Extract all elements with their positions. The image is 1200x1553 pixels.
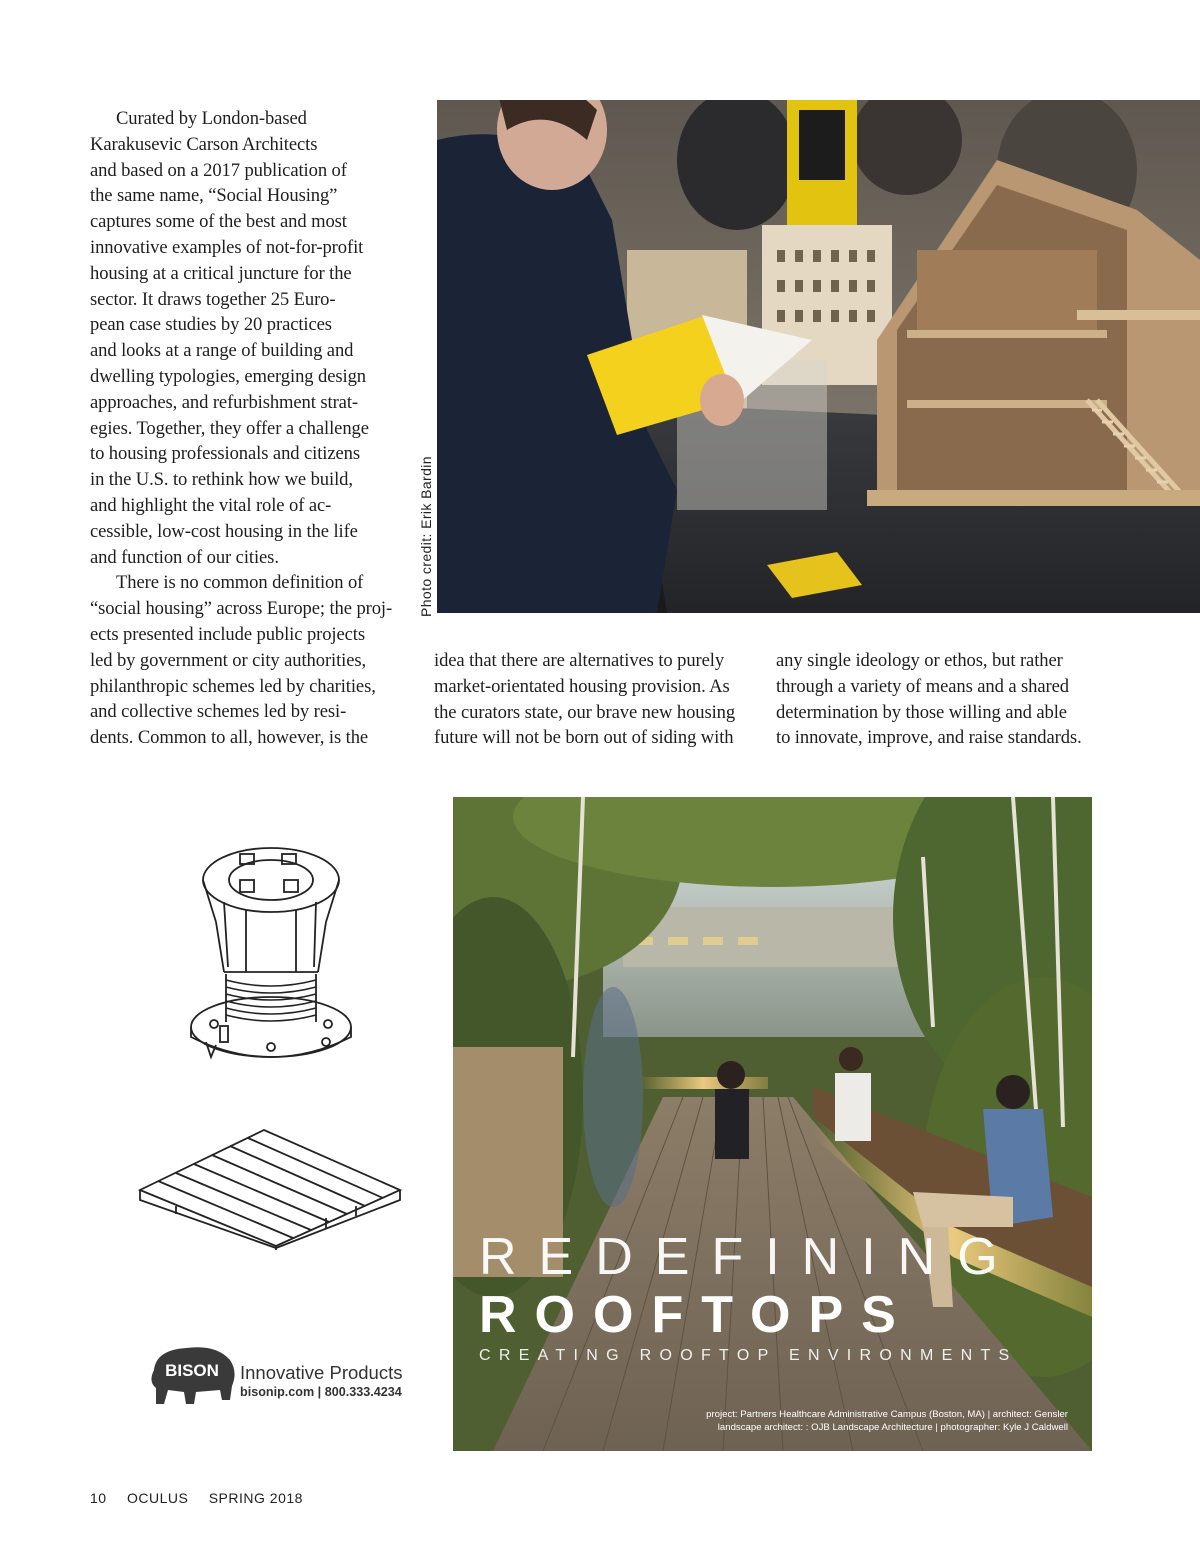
article-column-2 <box>434 648 754 751</box>
article-line: philanthropic schemes led by charities, <box>90 675 376 697</box>
deck-tile-illustration <box>136 1126 404 1250</box>
article-line: the same name, “Social Housing” <box>90 185 338 207</box>
article-line: egies. Together, they offer a challenge <box>90 417 369 439</box>
article-line: future will not be born out of siding with <box>434 727 734 749</box>
article-line: and based on a 2017 publication of <box>90 159 347 181</box>
bison-logo-text: BISON <box>165 1361 219 1380</box>
article-line: pean case studies by 20 practices <box>90 314 332 336</box>
article-line: any single ideology or ethos, but rather <box>776 650 1063 671</box>
rooftop-title-line2: ROOFTOPS <box>479 1286 914 1344</box>
rooftop-credit-line2: landscape architect: : OJB Landscape Architecture | photographer: Kyle J Caldwell <box>717 1422 1068 1433</box>
pedestal-illustration <box>186 842 356 1072</box>
article-line: housing at a critical juncture for the <box>90 262 352 284</box>
article-line: led by government or city authorities, <box>90 649 367 671</box>
bison-brand: Innovative Products <box>240 1362 403 1383</box>
article-line: approaches, and refurbishment strat- <box>90 391 358 413</box>
article-line: “social housing” across Europe; the proj- <box>90 598 393 620</box>
article-line: dents. Common to all, however, is the <box>90 727 369 749</box>
article-line: to housing professionals and citizens <box>90 443 360 465</box>
article-line: Karakusevic Carson Architects <box>90 133 318 155</box>
rooftop-credit-line1: project: Partners Healthcare Administrative Campus (Boston, MA) | architect: Gensler <box>706 1409 1068 1420</box>
photo-credit: Photo credit: Erik Bardin <box>418 456 434 617</box>
article-line: and looks at a range of building and <box>90 340 354 362</box>
rooftop-title-line1: REDEFINING <box>479 1228 1020 1286</box>
page-footer <box>90 1490 319 1506</box>
page-number: 10 <box>90 1490 107 1506</box>
article-line: to innovate, improve, and raise standards. <box>776 727 1082 749</box>
article-line: Curated by London-based <box>116 108 307 129</box>
article-line: through a variety of means and a shared <box>776 675 1069 697</box>
exhibition-photo <box>437 100 1200 613</box>
bison-contact: bisonip.com | 800.333.4234 <box>240 1385 402 1399</box>
article-line: determination by those willing and able <box>776 701 1067 723</box>
article-line: and highlight the vital role of ac- <box>90 494 332 516</box>
magazine-name: OCULUS <box>126 1490 189 1506</box>
article-line: and function of our cities. <box>90 546 279 568</box>
article-line: market-orientated housing provision. As <box>434 675 730 697</box>
article-line: idea that there are alternatives to purely <box>434 650 725 671</box>
article-line: in the U.S. to rethink how we build, <box>90 469 353 491</box>
issue-date: SPRING 2018 <box>208 1490 303 1506</box>
article-column-3 <box>776 648 1096 751</box>
rooftop-subtitle: CREATING ROOFTOP ENVIRONMENTS <box>479 1347 1018 1364</box>
article-line: There is no common definition of <box>116 572 364 594</box>
article-line: the curators state, our brave new housing <box>434 701 736 723</box>
rooftop-ad <box>453 797 1092 1451</box>
article-line: innovative examples of not-for-profit <box>90 236 364 258</box>
article-line: cessible, low-cost housing in the life <box>90 520 358 542</box>
article-column-1 <box>90 106 410 751</box>
article-line: sector. It draws together 25 Euro- <box>90 288 336 310</box>
article-line: and collective schemes led by resi- <box>90 701 347 723</box>
bison-logo <box>146 1342 238 1412</box>
article-line: ects presented include public projects <box>90 623 366 645</box>
article-line: dwelling typologies, emerging design <box>90 365 366 387</box>
article-line: captures some of the best and most <box>90 211 347 233</box>
